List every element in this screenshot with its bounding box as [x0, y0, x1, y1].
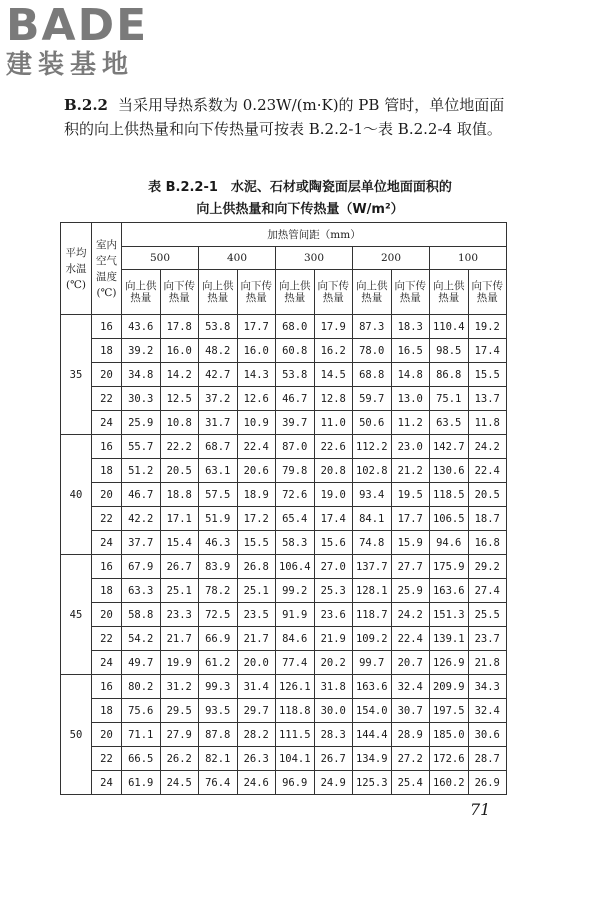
up-heat-cell: 99.3 [199, 675, 238, 699]
down-heat-cell: 16.0 [160, 339, 199, 363]
down-heat-cell: 24.5 [160, 771, 199, 795]
up-heat-cell: 68.8 [353, 363, 392, 387]
up-heat-cell: 37.7 [122, 531, 161, 555]
down-heat-cell: 14.3 [237, 363, 276, 387]
up-heat-cell: 58.8 [122, 603, 161, 627]
up-heat-cell: 61.9 [122, 771, 161, 795]
table-row [61, 579, 507, 603]
room-temp-cell: 24 [92, 531, 122, 555]
down-heat-cell: 27.4 [468, 579, 507, 603]
up-heat-cell: 111.5 [276, 723, 315, 747]
up-heat-cell: 46.7 [276, 387, 315, 411]
up-heat-cell: 125.3 [353, 771, 392, 795]
down-heat-cell: 17.4 [314, 507, 353, 531]
down-heat-cell: 15.6 [314, 531, 353, 555]
down-heat-cell: 17.1 [160, 507, 199, 531]
table-caption-line2: 向上供热量和向下传热量（W/m²） [196, 202, 404, 217]
down-heat-cell: 29.5 [160, 699, 199, 723]
up-heat-cell: 83.9 [199, 555, 238, 579]
spacing-200: 200 [353, 247, 430, 270]
room-temp-cell: 24 [92, 651, 122, 675]
down-heat-cell: 17.7 [237, 315, 276, 339]
spacing-300: 300 [276, 247, 353, 270]
spacing-header-row [61, 247, 507, 270]
up-heat-cell: 53.8 [276, 363, 315, 387]
up-heat-cell: 51.2 [122, 459, 161, 483]
room-temp-cell: 24 [92, 771, 122, 795]
up-heat-cell: 209.9 [430, 675, 469, 699]
up-heat-cell: 139.1 [430, 627, 469, 651]
up-heat-cell: 91.9 [276, 603, 315, 627]
table-row [61, 627, 507, 651]
down-heat-cell: 19.9 [160, 651, 199, 675]
down-heat-cell: 30.7 [391, 699, 430, 723]
up-heat-cell: 151.3 [430, 603, 469, 627]
up-heat-cell: 78.2 [199, 579, 238, 603]
up-heat-cell: 39.7 [276, 411, 315, 435]
room-temp-cell: 20 [92, 483, 122, 507]
updown-header-row [61, 270, 507, 315]
table-row [61, 411, 507, 435]
up-heat-cell: 84.6 [276, 627, 315, 651]
up-heat-cell: 49.7 [122, 651, 161, 675]
down-heat-cell: 11.2 [391, 411, 430, 435]
down-heat-cell: 22.2 [160, 435, 199, 459]
down-heat-cell: 10.8 [160, 411, 199, 435]
down-heat-header-400: 向下传热量 [237, 270, 276, 315]
down-heat-cell: 10.9 [237, 411, 276, 435]
up-heat-cell: 67.9 [122, 555, 161, 579]
up-heat-cell: 118.7 [353, 603, 392, 627]
up-heat-cell: 74.8 [353, 531, 392, 555]
down-heat-cell: 14.8 [391, 363, 430, 387]
table-row [61, 531, 507, 555]
down-heat-cell: 16.5 [391, 339, 430, 363]
down-heat-cell: 19.5 [391, 483, 430, 507]
down-heat-cell: 16.0 [237, 339, 276, 363]
down-heat-cell: 28.2 [237, 723, 276, 747]
down-heat-cell: 12.6 [237, 387, 276, 411]
up-heat-cell: 55.7 [122, 435, 161, 459]
up-heat-cell: 142.7 [430, 435, 469, 459]
up-heat-cell: 93.5 [199, 699, 238, 723]
down-heat-cell: 15.5 [237, 531, 276, 555]
up-heat-cell: 197.5 [430, 699, 469, 723]
up-heat-cell: 43.6 [122, 315, 161, 339]
table-row [61, 459, 507, 483]
room-temp-cell: 20 [92, 603, 122, 627]
down-heat-cell: 20.8 [314, 459, 353, 483]
down-heat-cell: 25.1 [160, 579, 199, 603]
up-heat-cell: 87.0 [276, 435, 315, 459]
up-heat-cell: 134.9 [353, 747, 392, 771]
up-heat-cell: 31.7 [199, 411, 238, 435]
up-heat-cell: 53.8 [199, 315, 238, 339]
down-heat-cell: 19.0 [314, 483, 353, 507]
up-heat-cell: 59.7 [353, 387, 392, 411]
up-heat-cell: 76.4 [199, 771, 238, 795]
section-text: 当采用导热系数为 0.23W/(m·K)的 PB 管时，单位地面面积的向上供热量和向下传热量可按表 B.2.2-1～表 B.2.2-4 取值。 [64, 96, 505, 138]
up-heat-cell: 48.2 [199, 339, 238, 363]
up-heat-header-200: 向上供热量 [353, 270, 392, 315]
up-heat-cell: 172.6 [430, 747, 469, 771]
down-heat-cell: 31.4 [237, 675, 276, 699]
up-heat-cell: 68.7 [199, 435, 238, 459]
down-heat-cell: 22.4 [468, 459, 507, 483]
up-heat-cell: 106.5 [430, 507, 469, 531]
table-row [61, 771, 507, 795]
up-heat-cell: 126.1 [276, 675, 315, 699]
down-heat-cell: 13.7 [468, 387, 507, 411]
down-heat-cell: 21.7 [160, 627, 199, 651]
table-row [61, 315, 507, 339]
down-heat-cell: 11.8 [468, 411, 507, 435]
down-heat-cell: 23.3 [160, 603, 199, 627]
down-heat-cell: 15.4 [160, 531, 199, 555]
room-temp-cell: 16 [92, 435, 122, 459]
down-heat-cell: 22.4 [237, 435, 276, 459]
down-heat-cell: 20.6 [237, 459, 276, 483]
up-heat-cell: 106.4 [276, 555, 315, 579]
down-heat-cell: 25.9 [391, 579, 430, 603]
room-temp-cell: 18 [92, 459, 122, 483]
up-heat-cell: 46.7 [122, 483, 161, 507]
up-heat-cell: 54.2 [122, 627, 161, 651]
table-caption-line1: 表 B.2.2-1 水泥、石材或陶瓷面层单位地面面积的 [148, 180, 452, 195]
down-heat-cell: 28.3 [314, 723, 353, 747]
room-temp-cell: 22 [92, 387, 122, 411]
up-heat-cell: 79.8 [276, 459, 315, 483]
up-heat-cell: 65.4 [276, 507, 315, 531]
down-heat-cell: 20.5 [468, 483, 507, 507]
down-heat-cell: 29.7 [237, 699, 276, 723]
table-row [61, 483, 507, 507]
up-heat-cell: 46.3 [199, 531, 238, 555]
up-heat-cell: 112.2 [353, 435, 392, 459]
logo-wordmark: BADE [6, 0, 149, 51]
up-heat-cell: 66.9 [199, 627, 238, 651]
down-heat-cell: 30.6 [468, 723, 507, 747]
up-heat-cell: 82.1 [199, 747, 238, 771]
room-temp-cell: 22 [92, 627, 122, 651]
down-heat-cell: 25.4 [391, 771, 430, 795]
down-heat-header-100: 向下传热量 [468, 270, 507, 315]
up-heat-cell: 128.1 [353, 579, 392, 603]
down-heat-cell: 23.6 [314, 603, 353, 627]
up-heat-cell: 63.5 [430, 411, 469, 435]
down-heat-cell: 25.1 [237, 579, 276, 603]
header-room-air-temp: 室内空气温度(℃) [92, 223, 122, 315]
up-heat-header-400: 向上供热量 [199, 270, 238, 315]
avg-temp-cell: 50 [61, 675, 92, 795]
down-heat-cell: 26.7 [314, 747, 353, 771]
room-temp-cell: 22 [92, 747, 122, 771]
down-heat-cell: 12.8 [314, 387, 353, 411]
up-heat-cell: 72.6 [276, 483, 315, 507]
up-heat-cell: 80.2 [122, 675, 161, 699]
down-heat-cell: 27.9 [160, 723, 199, 747]
down-heat-cell: 16.2 [314, 339, 353, 363]
up-heat-cell: 61.2 [199, 651, 238, 675]
up-heat-cell: 126.9 [430, 651, 469, 675]
avg-temp-cell: 35 [61, 315, 92, 435]
down-heat-cell: 27.7 [391, 555, 430, 579]
spacing-100: 100 [430, 247, 507, 270]
down-heat-cell: 24.9 [314, 771, 353, 795]
up-heat-cell: 58.3 [276, 531, 315, 555]
down-heat-cell: 24.6 [237, 771, 276, 795]
down-heat-cell: 27.0 [314, 555, 353, 579]
down-heat-cell: 18.3 [391, 315, 430, 339]
down-heat-cell: 18.7 [468, 507, 507, 531]
heat-flux-table [60, 222, 507, 795]
up-heat-cell: 34.8 [122, 363, 161, 387]
room-temp-cell: 16 [92, 555, 122, 579]
down-heat-cell: 28.7 [468, 747, 507, 771]
header-pipe-spacing: 加热管间距（mm） [122, 223, 507, 247]
room-temp-cell: 18 [92, 339, 122, 363]
table-row [61, 387, 507, 411]
down-heat-cell: 13.0 [391, 387, 430, 411]
table-row [61, 651, 507, 675]
up-heat-cell: 78.0 [353, 339, 392, 363]
logo-subtitle: 建装基地 [6, 50, 135, 80]
up-heat-cell: 110.4 [430, 315, 469, 339]
up-heat-cell: 137.7 [353, 555, 392, 579]
up-heat-cell: 63.1 [199, 459, 238, 483]
down-heat-cell: 14.2 [160, 363, 199, 387]
down-heat-cell: 17.2 [237, 507, 276, 531]
down-heat-cell: 20.7 [391, 651, 430, 675]
up-heat-cell: 87.3 [353, 315, 392, 339]
header-avg-water-temp: 平均水温(℃) [61, 223, 92, 315]
up-heat-cell: 63.3 [122, 579, 161, 603]
down-heat-cell: 21.7 [237, 627, 276, 651]
spacing-500: 500 [122, 247, 199, 270]
down-heat-cell: 25.3 [314, 579, 353, 603]
up-heat-cell: 42.7 [199, 363, 238, 387]
up-heat-cell: 130.6 [430, 459, 469, 483]
up-heat-cell: 60.8 [276, 339, 315, 363]
up-heat-cell: 57.5 [199, 483, 238, 507]
table-body [61, 315, 507, 795]
spacing-400: 400 [199, 247, 276, 270]
table-row [61, 363, 507, 387]
down-heat-cell: 22.4 [391, 627, 430, 651]
down-heat-header-500: 向下传热量 [160, 270, 199, 315]
down-heat-cell: 11.0 [314, 411, 353, 435]
up-heat-cell: 50.6 [353, 411, 392, 435]
up-heat-cell: 66.5 [122, 747, 161, 771]
down-heat-header-300: 向下传热量 [314, 270, 353, 315]
up-heat-cell: 30.3 [122, 387, 161, 411]
table-row [61, 507, 507, 531]
room-temp-cell: 16 [92, 315, 122, 339]
down-heat-cell: 21.2 [391, 459, 430, 483]
up-heat-cell: 99.7 [353, 651, 392, 675]
up-heat-cell: 75.1 [430, 387, 469, 411]
down-heat-cell: 22.6 [314, 435, 353, 459]
down-heat-cell: 12.5 [160, 387, 199, 411]
up-heat-cell: 77.4 [276, 651, 315, 675]
up-heat-cell: 37.2 [199, 387, 238, 411]
down-heat-cell: 20.0 [237, 651, 276, 675]
table-row [61, 699, 507, 723]
room-temp-cell: 20 [92, 723, 122, 747]
down-heat-cell: 26.9 [468, 771, 507, 795]
down-heat-cell: 24.2 [391, 603, 430, 627]
up-heat-cell: 160.2 [430, 771, 469, 795]
up-heat-cell: 144.4 [353, 723, 392, 747]
down-heat-cell: 19.2 [468, 315, 507, 339]
down-heat-cell: 15.9 [391, 531, 430, 555]
down-heat-header-200: 向下传热量 [391, 270, 430, 315]
down-heat-cell: 20.2 [314, 651, 353, 675]
up-heat-cell: 94.6 [430, 531, 469, 555]
room-temp-cell: 16 [92, 675, 122, 699]
table-row [61, 723, 507, 747]
up-heat-cell: 98.5 [430, 339, 469, 363]
down-heat-cell: 26.2 [160, 747, 199, 771]
room-temp-cell: 18 [92, 699, 122, 723]
section-paragraph [64, 93, 514, 141]
bade-logo [6, 0, 176, 84]
up-heat-cell: 96.9 [276, 771, 315, 795]
down-heat-cell: 18.9 [237, 483, 276, 507]
table-row [61, 675, 507, 699]
down-heat-cell: 27.2 [391, 747, 430, 771]
down-heat-cell: 31.2 [160, 675, 199, 699]
down-heat-cell: 32.4 [468, 699, 507, 723]
up-heat-cell: 25.9 [122, 411, 161, 435]
down-heat-cell: 25.5 [468, 603, 507, 627]
up-heat-cell: 72.5 [199, 603, 238, 627]
page-number: 71 [470, 800, 491, 819]
up-heat-cell: 39.2 [122, 339, 161, 363]
down-heat-cell: 29.2 [468, 555, 507, 579]
up-heat-cell: 104.1 [276, 747, 315, 771]
down-heat-cell: 32.4 [391, 675, 430, 699]
down-heat-cell: 16.8 [468, 531, 507, 555]
up-heat-cell: 118.5 [430, 483, 469, 507]
room-temp-cell: 24 [92, 411, 122, 435]
down-heat-cell: 17.8 [160, 315, 199, 339]
down-heat-cell: 20.5 [160, 459, 199, 483]
up-heat-cell: 42.2 [122, 507, 161, 531]
down-heat-cell: 30.0 [314, 699, 353, 723]
section-number: B.2.2 [64, 96, 108, 114]
down-heat-cell: 17.7 [391, 507, 430, 531]
down-heat-cell: 26.7 [160, 555, 199, 579]
down-heat-cell: 23.7 [468, 627, 507, 651]
up-heat-cell: 99.2 [276, 579, 315, 603]
up-heat-cell: 109.2 [353, 627, 392, 651]
room-temp-cell: 22 [92, 507, 122, 531]
up-heat-cell: 185.0 [430, 723, 469, 747]
down-heat-cell: 14.5 [314, 363, 353, 387]
room-temp-cell: 18 [92, 579, 122, 603]
up-heat-cell: 175.9 [430, 555, 469, 579]
table-row [61, 435, 507, 459]
up-heat-cell: 68.0 [276, 315, 315, 339]
table-row [61, 339, 507, 363]
table-row [61, 603, 507, 627]
up-heat-cell: 84.1 [353, 507, 392, 531]
up-heat-header-300: 向上供热量 [276, 270, 315, 315]
down-heat-cell: 26.8 [237, 555, 276, 579]
up-heat-cell: 87.8 [199, 723, 238, 747]
down-heat-cell: 28.9 [391, 723, 430, 747]
down-heat-cell: 34.3 [468, 675, 507, 699]
down-heat-cell: 23.0 [391, 435, 430, 459]
down-heat-cell: 21.8 [468, 651, 507, 675]
up-heat-cell: 154.0 [353, 699, 392, 723]
up-heat-cell: 163.6 [430, 579, 469, 603]
down-heat-cell: 23.5 [237, 603, 276, 627]
table-row [61, 747, 507, 771]
avg-temp-cell: 40 [61, 435, 92, 555]
up-heat-cell: 51.9 [199, 507, 238, 531]
down-heat-cell: 31.8 [314, 675, 353, 699]
up-heat-cell: 75.6 [122, 699, 161, 723]
up-heat-cell: 71.1 [122, 723, 161, 747]
table-row [61, 555, 507, 579]
up-heat-cell: 163.6 [353, 675, 392, 699]
down-heat-cell: 17.4 [468, 339, 507, 363]
up-heat-header-100: 向上供热量 [430, 270, 469, 315]
up-heat-cell: 118.8 [276, 699, 315, 723]
down-heat-cell: 17.9 [314, 315, 353, 339]
down-heat-cell: 15.5 [468, 363, 507, 387]
down-heat-cell: 24.2 [468, 435, 507, 459]
up-heat-cell: 86.8 [430, 363, 469, 387]
room-temp-cell: 20 [92, 363, 122, 387]
up-heat-cell: 93.4 [353, 483, 392, 507]
avg-temp-cell: 45 [61, 555, 92, 675]
down-heat-cell: 18.8 [160, 483, 199, 507]
table-header-row [61, 223, 507, 247]
down-heat-cell: 21.9 [314, 627, 353, 651]
up-heat-cell: 102.8 [353, 459, 392, 483]
up-heat-header-500: 向上供热量 [122, 270, 161, 315]
down-heat-cell: 26.3 [237, 747, 276, 771]
